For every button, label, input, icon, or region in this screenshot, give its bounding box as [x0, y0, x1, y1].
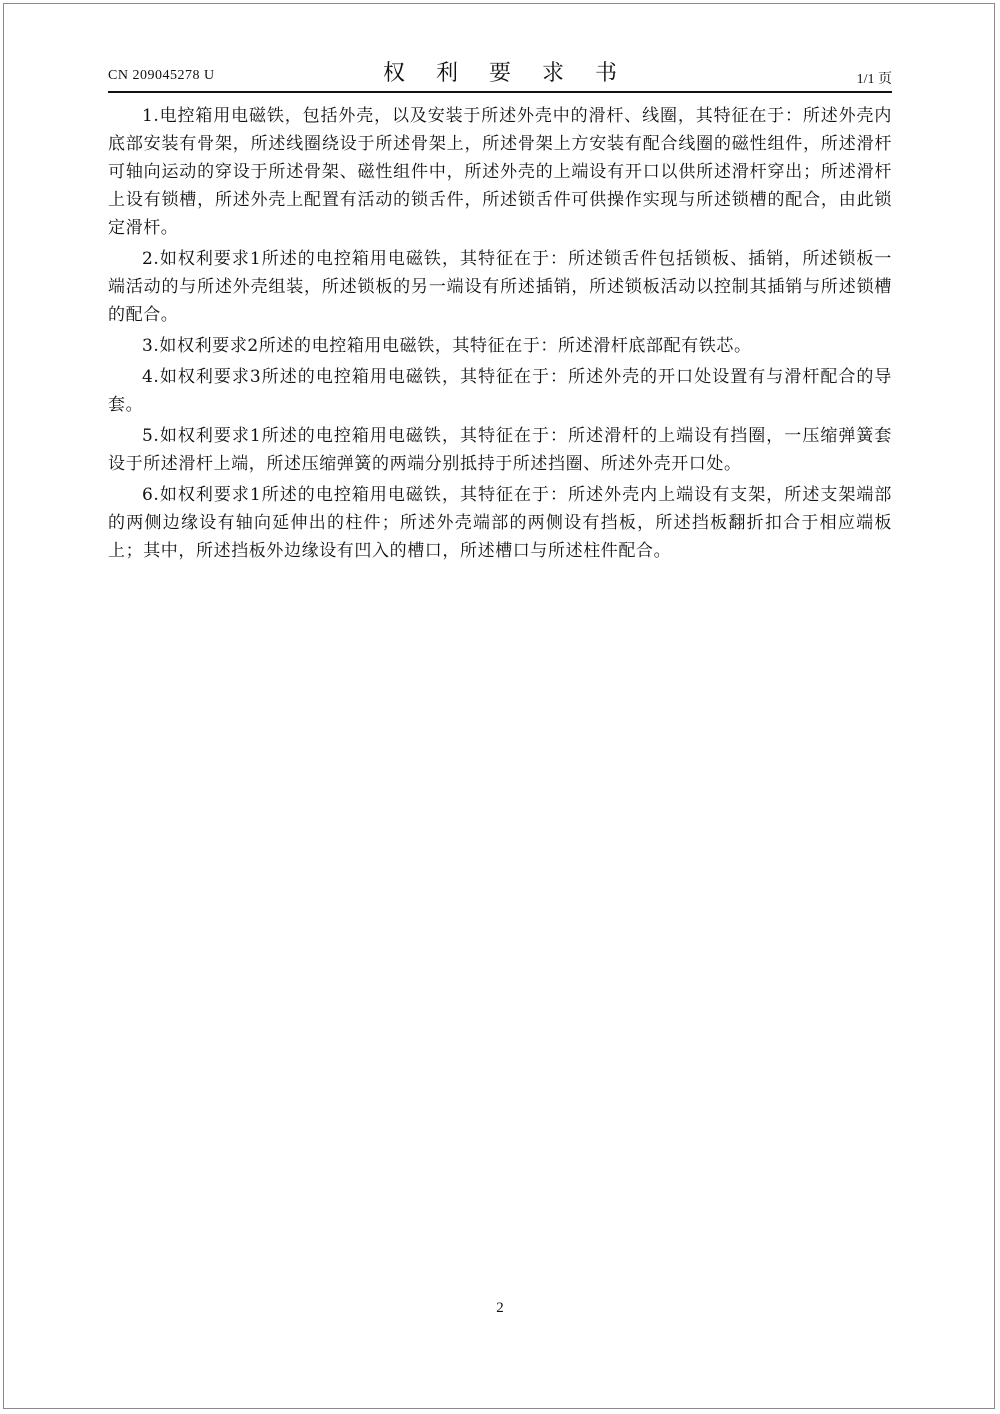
- claim-paragraph: 6.如权利要求1所述的电控箱用电磁铁，其特征在于：所述外壳内上端设有支架，所述支架端部的两侧边缘设有轴向延伸出的柱件；所述外壳端部的两侧设有挡板，所述挡板翻折扣合于相应端板上；其中，所述挡板外边缘设有凹入的槽口，所述槽口与所述柱件配合。: [108, 485, 892, 561]
- page-title: 权 利 要 求 书: [383, 61, 629, 86]
- document-header: [108, 56, 892, 92]
- header-divider: [108, 91, 892, 93]
- claim-paragraph: 3.如权利要求2所述的电控箱用电磁铁，其特征在于：所述滑杆底部配有铁芯。: [142, 336, 752, 356]
- page-count: 1/1 页: [856, 72, 892, 87]
- publication-number: CN 209045278 U: [108, 68, 215, 83]
- claim-paragraph: 4.如权利要求3所述的电控箱用电磁铁，其特征在于：所述外壳的开口处设置有与滑杆配合的导套。: [108, 367, 892, 415]
- claim-paragraph: 1.电控箱用电磁铁，包括外壳，以及安装于所述外壳中的滑杆、线圈，其特征在于：所述外壳内底部安装有骨架，所述线圈绕设于所述骨架上，所述骨架上方安装有配合线圈的磁性组件，所述滑杆可轴向运动的穿设于所述骨架、磁性组件中，所述外壳的上端设有开口以供所述滑杆穿出；所述滑杆上设有锁槽，所述外壳上配置有活动的锁舌件，所述锁舌件可供操作实现与所述锁槽的配合，由此锁定滑杆。: [108, 106, 892, 238]
- claim-paragraph: 5.如权利要求1所述的电控箱用电磁铁，其特征在于：所述滑杆的上端设有挡圈，一压缩弹簧套设于所述滑杆上端，所述压缩弹簧的两端分别抵持于所述挡圈、所述外壳开口处。: [108, 426, 892, 474]
- claims-body: [108, 102, 892, 568]
- claim-paragraph: 2.如权利要求1所述的电控箱用电磁铁，其特征在于：所述锁舌件包括锁板、插销，所述锁板一端活动的与所述外壳组装，所述锁板的另一端设有所述插销，所述锁板活动以控制其插销与所述锁槽的配合。: [108, 249, 892, 325]
- footer-page-number: 2: [496, 1300, 504, 1316]
